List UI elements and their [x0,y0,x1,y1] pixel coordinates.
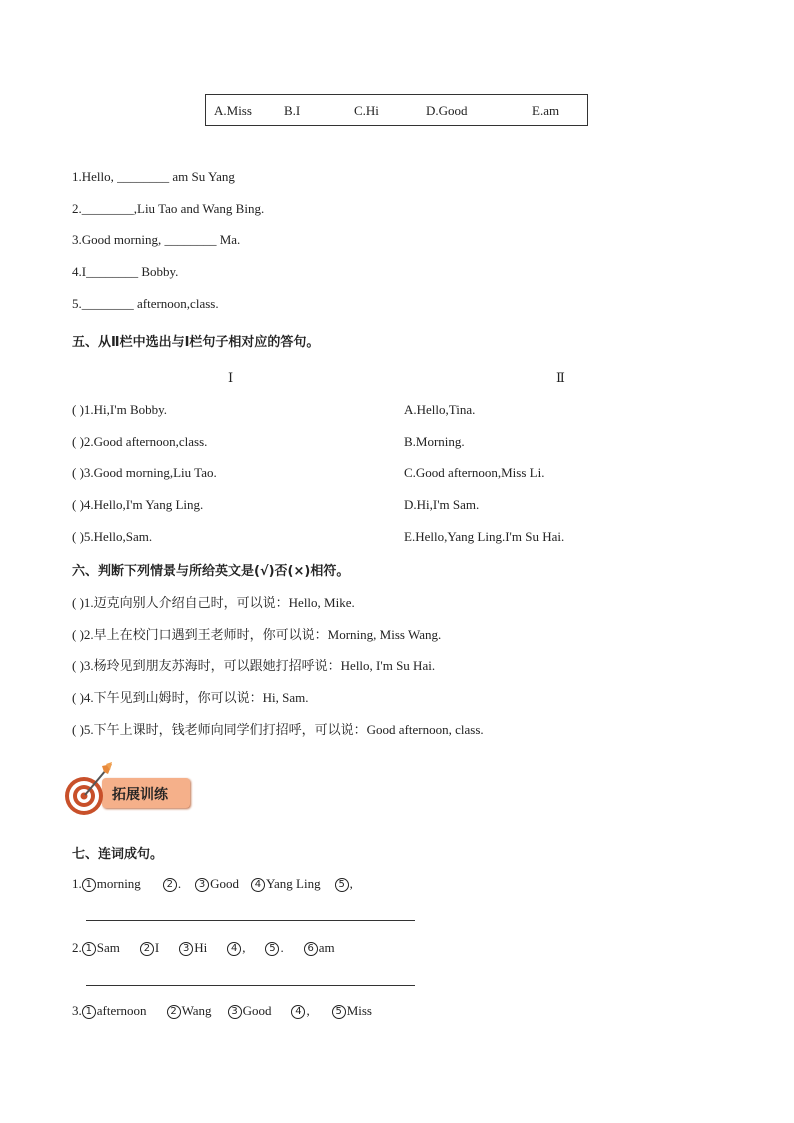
match-left-item: ( )3.Good morning,Liu Tao. [72,465,217,480]
circled-number: 5 [332,1005,346,1019]
judge-item: ( )2.早上在校门口遇到王老师时，你可以说：Morning, Miss Wang. [72,627,442,642]
column-two-header: Ⅱ [556,370,565,385]
badge-label: 拓展训练 [112,787,168,803]
fill-blank-item: 3.Good morning, ________ Ma. [72,232,241,247]
word-token: Yang Ling [265,876,321,891]
fill-blank-item: 2.________,Liu Tao and Wang Bing. [72,201,265,216]
circled-number: 5 [335,878,349,892]
word-token: morning [96,876,141,891]
section-five-title: 五、从Ⅱ栏中选出与Ⅰ栏句子相对应的答句。 [72,335,320,350]
word-option: D.Good [426,103,468,118]
row-number: 1. [72,876,82,891]
match-right-item: B.Morning. [404,434,465,449]
fill-blank-item: 4.I________ Bobby. [72,264,179,279]
fill-blank-item: 1.Hello, ________ am Su Yang [72,169,235,184]
judge-item: ( )1.迈克向别人介绍自己时，可以说：Hello, Mike. [72,595,355,610]
match-right-item: C.Good afternoon,Miss Li. [404,465,545,480]
circled-number: 1 [82,942,96,956]
answer-line[interactable] [86,985,415,986]
word-order-row [72,1003,372,1019]
word-token: . [177,876,182,891]
word-token: Good [242,1003,272,1018]
circled-number: 6 [304,942,318,956]
match-right-item: E.Hello,Yang Ling.I'm Su Hai. [404,529,565,544]
judge-item: ( )5.下午上课时，钱老师向同学们打招呼，可以说：Good afternoon, class. [72,722,484,737]
match-right-item: D.Hi,I'm Sam. [404,497,480,512]
section-seven-title: 七、连词成句。 [72,847,164,862]
section-six-title: 六、判断下列情景与所给英文是(√)否(×)相符。 [72,564,350,579]
word-token: , [349,876,353,891]
circled-number: 2 [163,878,177,892]
word-token: am [318,940,335,955]
word-token: Sam [96,940,120,955]
word-token: Wang [181,1003,212,1018]
match-left-item: ( )5.Hello,Sam. [72,529,153,544]
word-token: . [280,940,284,955]
circled-number: 4 [227,942,241,956]
word-token: I [154,940,160,955]
circled-number: 1 [82,878,96,892]
circled-number: 3 [195,878,209,892]
circled-number: 4 [251,878,265,892]
circled-number: 3 [179,942,193,956]
match-left-item: ( )1.Hi,I'm Bobby. [72,402,168,417]
fill-blank-item: 5.________ afternoon,class. [72,296,219,311]
answer-line[interactable] [86,920,415,921]
circled-number: 2 [167,1005,181,1019]
extension-training-badge [62,762,192,814]
word-option: B.I [284,103,301,118]
circled-number: 4 [291,1005,305,1019]
match-left-item: ( )4.Hello,I'm Yang Ling. [72,497,204,512]
judge-item: ( )4.下午见到山姆时，你可以说：Hi, Sam. [72,690,309,705]
word-option: A.Miss [214,103,252,118]
judge-item: ( )3.杨玲见到朋友苏海时，可以跟她打招呼说：Hello, I'm Su Hai. [72,658,436,673]
word-option: C.Hi [354,103,379,118]
word-token: Hi [194,940,208,955]
word-bank-box [205,94,588,126]
row-number: 2. [72,940,82,955]
row-number: 3. [72,1003,82,1018]
word-token: Good [210,876,239,891]
word-order-row [72,940,335,956]
match-right-item: A.Hello,Tina. [404,402,476,417]
word-token: Miss [346,1003,372,1018]
word-token: , [306,1003,310,1018]
circled-number: 3 [228,1005,242,1019]
word-token: afternoon [96,1003,147,1018]
word-token: , [242,940,246,955]
circled-number: 1 [82,1005,96,1019]
circled-number: 5 [265,942,279,956]
column-one-header: Ⅰ [228,370,234,385]
word-option: E.am [532,103,560,118]
match-left-item: ( )2.Good afternoon,class. [72,434,208,449]
word-order-row [72,876,353,892]
circled-number: 2 [140,942,154,956]
